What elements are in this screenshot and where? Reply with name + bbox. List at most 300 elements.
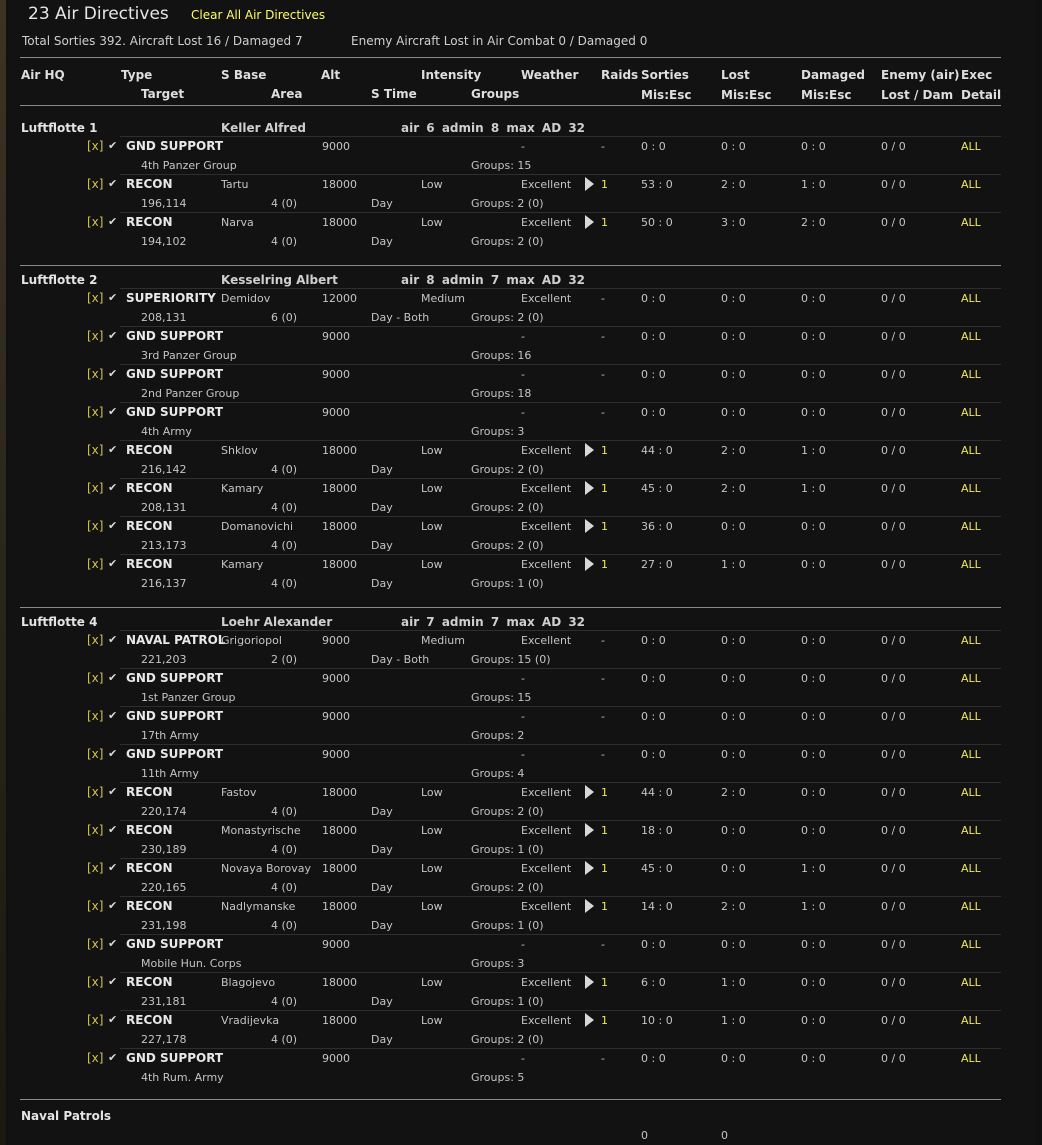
weather: - (521, 1052, 525, 1065)
raids-count: - (601, 710, 605, 723)
source-base[interactable]: Grigoriopol (221, 634, 282, 647)
source-base[interactable]: Kamary (221, 482, 264, 495)
lost-mis-esc: 0 : 0 (721, 634, 746, 647)
area: 4 (0) (271, 843, 298, 856)
raid-play-icon[interactable] (585, 975, 594, 992)
check-icon[interactable]: ✔ (108, 709, 118, 722)
mission-type[interactable]: SUPERIORITY (126, 291, 216, 305)
target[interactable]: 216,137 (141, 577, 187, 590)
check-icon[interactable]: ✔ (108, 367, 118, 380)
remove-directive-button[interactable]: [x] (87, 633, 104, 647)
target[interactable]: 4th Rum. Army (141, 1071, 224, 1084)
lost-mis-esc: 0 : 0 (721, 140, 746, 153)
exec-detail-link[interactable]: ALL (961, 938, 981, 951)
target[interactable]: 220,165 (141, 881, 187, 894)
exec-detail-link[interactable]: ALL (961, 710, 981, 723)
enemy-lost-dam: 0 / 0 (881, 520, 906, 533)
remove-directive-button[interactable]: [x] (87, 177, 104, 191)
lost-mis-esc: 2 : 0 (721, 900, 746, 913)
check-icon[interactable]: ✔ (108, 937, 118, 950)
area: 2 (0) (271, 653, 298, 666)
mission-type[interactable]: RECON (126, 861, 173, 875)
enemy-lost-dam: 0 / 0 (881, 482, 906, 495)
s-time: Day (371, 881, 393, 894)
mission-type[interactable]: RECON (126, 215, 173, 229)
raids-count: - (601, 938, 605, 951)
remove-directive-button[interactable]: [x] (87, 899, 104, 913)
target[interactable]: 3rd Panzer Group (141, 349, 237, 362)
altitude: 9000 (322, 748, 350, 761)
lost-mis-esc: 2 : 0 (721, 444, 746, 457)
raids-count: 1 (601, 1014, 608, 1027)
remove-directive-button[interactable]: [x] (87, 519, 104, 533)
row-separator (120, 364, 1001, 365)
totals-text: Total Sorties 392. Aircraft Lost 16 / Damaged 7 (22, 34, 303, 48)
check-icon[interactable]: ✔ (108, 633, 118, 646)
source-base[interactable]: Fastov (221, 786, 257, 799)
exec-detail-link[interactable]: ALL (961, 330, 981, 343)
check-icon[interactable]: ✔ (108, 291, 118, 304)
area: 4 (0) (271, 881, 298, 894)
check-icon[interactable]: ✔ (108, 329, 118, 342)
raid-play-icon[interactable] (585, 443, 594, 460)
source-base[interactable]: Nadlymanske (221, 900, 296, 913)
source-base[interactable]: Domanovichi (221, 520, 293, 533)
remove-directive-button[interactable]: [x] (87, 139, 104, 153)
altitude: 9000 (322, 1052, 350, 1065)
exec-detail-link[interactable]: ALL (961, 520, 981, 533)
mission-type[interactable]: GND SUPPORT (126, 1051, 224, 1065)
divider (20, 105, 1001, 106)
row-separator (120, 136, 1001, 137)
source-base[interactable]: Novaya Borovay (221, 862, 312, 875)
row-separator (120, 1048, 1001, 1049)
raids-count: - (601, 1052, 605, 1065)
altitude: 18000 (322, 444, 357, 457)
intensity: Low (421, 444, 443, 457)
mission-type[interactable]: GND SUPPORT (126, 139, 224, 153)
sorties-mis-esc: 0 : 0 (641, 368, 666, 381)
target[interactable]: 17th Army (141, 729, 199, 742)
source-base[interactable]: Demidov (221, 292, 271, 305)
col-air-hq: Air HQ (21, 68, 65, 82)
altitude: 18000 (322, 558, 357, 571)
lost-mis-esc: 0 : 0 (721, 710, 746, 723)
raid-play-icon[interactable] (585, 899, 594, 916)
target[interactable]: 221,203 (141, 653, 187, 666)
target[interactable]: 1st Panzer Group (141, 691, 236, 704)
mission-type[interactable]: GND SUPPORT (126, 367, 224, 381)
target[interactable]: 216,142 (141, 463, 187, 476)
damaged-mis-esc: 2 : 0 (801, 216, 826, 229)
damaged-mis-esc: 0 : 0 (801, 634, 826, 647)
groups: Groups: 1 (0) (471, 919, 544, 932)
weather: Excellent (521, 558, 572, 571)
air-hq-name[interactable]: Luftflotte 2 (21, 273, 98, 287)
remove-directive-button[interactable]: [x] (87, 709, 104, 723)
remove-directive-button[interactable]: [x] (87, 785, 104, 799)
mission-type[interactable]: RECON (126, 1013, 173, 1027)
mission-type[interactable]: RECON (126, 557, 173, 571)
target[interactable]: 4th Panzer Group (141, 159, 237, 172)
lost-mis-esc: 1 : 0 (721, 976, 746, 989)
lost-mis-esc: 3 : 0 (721, 216, 746, 229)
damaged-mis-esc: 0 : 0 (801, 976, 826, 989)
weather: - (521, 672, 525, 685)
target[interactable]: 4th Army (141, 425, 192, 438)
exec-detail-link[interactable]: ALL (961, 862, 981, 875)
mission-type[interactable]: RECON (126, 975, 173, 989)
raids-count: - (601, 672, 605, 685)
sorties-mis-esc: 50 : 0 (641, 216, 673, 229)
exec-detail-link[interactable]: ALL (961, 824, 981, 837)
raid-play-icon[interactable] (585, 861, 594, 878)
remove-directive-button[interactable]: [x] (87, 823, 104, 837)
hq-commander: Keller Alfred (221, 121, 306, 135)
row-separator (120, 212, 1001, 213)
weather: Excellent (521, 482, 572, 495)
raid-play-icon[interactable] (585, 557, 594, 574)
exec-detail-link[interactable]: ALL (961, 558, 981, 571)
altitude: 9000 (322, 938, 350, 951)
check-icon[interactable]: ✔ (108, 785, 118, 798)
exec-detail-link[interactable]: ALL (961, 1052, 981, 1065)
check-icon[interactable]: ✔ (108, 1013, 118, 1026)
area: 4 (0) (271, 805, 298, 818)
damaged-mis-esc: 0 : 0 (801, 824, 826, 837)
mission-type[interactable]: RECON (126, 899, 173, 913)
lost-mis-esc: 1 : 0 (721, 558, 746, 571)
check-icon[interactable]: ✔ (108, 557, 118, 570)
remove-directive-button[interactable]: [x] (87, 215, 104, 229)
raids-count: 1 (601, 900, 608, 913)
check-icon[interactable]: ✔ (108, 443, 118, 456)
area: 4 (0) (271, 197, 298, 210)
intensity: Low (421, 482, 443, 495)
enemy-lost-dam: 0 / 0 (881, 786, 906, 799)
check-icon[interactable]: ✔ (108, 671, 118, 684)
mission-type[interactable]: RECON (126, 443, 173, 457)
air-hq-name[interactable]: Luftflotte 1 (21, 121, 98, 135)
target[interactable]: 227,178 (141, 1033, 187, 1046)
col-target: Target (141, 87, 185, 101)
target[interactable]: 208,131 (141, 311, 187, 324)
sorties-mis-esc: 44 : 0 (641, 444, 673, 457)
sorties-mis-esc: 53 : 0 (641, 178, 673, 191)
naval-sorties: 0 (641, 1129, 648, 1142)
weather: - (521, 710, 525, 723)
s-time: Day (371, 235, 393, 248)
groups: Groups: 2 (0) (471, 501, 544, 514)
sorties-mis-esc: 6 : 0 (641, 976, 666, 989)
source-base[interactable]: Monastyrische (221, 824, 301, 837)
damaged-mis-esc: 1 : 0 (801, 900, 826, 913)
raids-count: 1 (601, 482, 608, 495)
raids-count: - (601, 368, 605, 381)
weather: Excellent (521, 786, 572, 799)
groups: Groups: 2 (0) (471, 463, 544, 476)
raid-play-icon[interactable] (585, 823, 594, 840)
sorties-mis-esc: 0 : 0 (641, 748, 666, 761)
altitude: 18000 (322, 786, 357, 799)
raid-play-icon[interactable] (585, 481, 594, 498)
damaged-mis-esc: 0 : 0 (801, 938, 826, 951)
raid-play-icon[interactable] (585, 215, 594, 232)
air-hq-name[interactable]: Luftflotte 4 (21, 615, 98, 629)
raid-play-icon[interactable] (585, 785, 594, 802)
col-weather: Weather (521, 68, 579, 82)
enemy-lost-dam: 0 / 0 (881, 1052, 906, 1065)
damaged-mis-esc: 1 : 0 (801, 862, 826, 875)
exec-detail-link[interactable]: ALL (961, 900, 981, 913)
weather: Excellent (521, 444, 572, 457)
lost-mis-esc: 0 : 0 (721, 748, 746, 761)
exec-detail-link[interactable]: ALL (961, 292, 981, 305)
mission-type[interactable]: RECON (126, 177, 173, 191)
altitude: 18000 (322, 1014, 357, 1027)
exec-detail-link[interactable]: ALL (961, 1014, 981, 1027)
groups: Groups: 1 (0) (471, 995, 544, 1008)
col-damaged-sub: Mis:Esc (801, 88, 852, 102)
altitude: 9000 (322, 368, 350, 381)
divider (20, 1099, 1001, 1100)
remove-directive-button[interactable]: [x] (87, 291, 104, 305)
mission-type[interactable]: GND SUPPORT (126, 671, 224, 685)
raids-count: - (601, 330, 605, 343)
lost-mis-esc: 0 : 0 (721, 406, 746, 419)
check-icon[interactable]: ✔ (108, 823, 118, 836)
remove-directive-button[interactable]: [x] (87, 747, 104, 761)
target[interactable]: 194,102 (141, 235, 187, 248)
naval-lost: 0 (721, 1129, 728, 1142)
source-base[interactable]: Vradijevka (221, 1014, 280, 1027)
mission-type[interactable]: GND SUPPORT (126, 937, 224, 951)
area: 4 (0) (271, 995, 298, 1008)
exec-detail-link[interactable]: ALL (961, 482, 981, 495)
check-icon[interactable]: ✔ (108, 1051, 118, 1064)
exec-detail-link[interactable]: ALL (961, 140, 981, 153)
raid-play-icon[interactable] (585, 1013, 594, 1030)
check-icon[interactable]: ✔ (108, 899, 118, 912)
hq-commander: Kesselring Albert (221, 273, 338, 287)
mission-type[interactable]: GND SUPPORT (126, 405, 224, 419)
col-lost-sub: Mis:Esc (721, 88, 772, 102)
s-time: Day (371, 501, 393, 514)
mission-type[interactable]: RECON (126, 785, 173, 799)
target[interactable]: 196,114 (141, 197, 187, 210)
remove-directive-button[interactable]: [x] (87, 367, 104, 381)
mission-type[interactable]: RECON (126, 481, 173, 495)
mission-type[interactable]: RECON (126, 823, 173, 837)
col-groups: Groups (471, 87, 520, 101)
source-base[interactable]: Narva (221, 216, 254, 229)
raids-count: - (601, 634, 605, 647)
exec-detail-link[interactable]: ALL (961, 634, 981, 647)
altitude: 9000 (322, 634, 350, 647)
mission-type[interactable]: RECON (126, 519, 173, 533)
target[interactable]: 208,131 (141, 501, 187, 514)
damaged-mis-esc: 0 : 0 (801, 748, 826, 761)
remove-directive-button[interactable]: [x] (87, 329, 104, 343)
col-sorties: Sorties (641, 68, 689, 82)
damaged-mis-esc: 1 : 0 (801, 178, 826, 191)
check-icon[interactable]: ✔ (108, 139, 118, 152)
target[interactable]: 231,198 (141, 919, 187, 932)
check-icon[interactable]: ✔ (108, 975, 118, 988)
altitude: 18000 (322, 824, 357, 837)
check-icon[interactable]: ✔ (108, 519, 118, 532)
target[interactable]: 11th Army (141, 767, 199, 780)
enemy-lost-dam: 0 / 0 (881, 178, 906, 191)
altitude: 9000 (322, 406, 350, 419)
row-separator (120, 326, 1001, 327)
hq-divider (20, 265, 1001, 266)
raids-count: - (601, 748, 605, 761)
intensity: Low (421, 824, 443, 837)
exec-detail-link[interactable]: ALL (961, 786, 981, 799)
s-time: Day - Both (371, 653, 430, 666)
damaged-mis-esc: 0 : 0 (801, 710, 826, 723)
target[interactable]: 231,181 (141, 995, 187, 1008)
mission-type[interactable]: GND SUPPORT (126, 747, 224, 761)
clear-all-button[interactable]: Clear All Air Directives (191, 8, 326, 22)
sorties-mis-esc: 0 : 0 (641, 672, 666, 685)
lost-mis-esc: 0 : 0 (721, 330, 746, 343)
target[interactable]: 220,174 (141, 805, 187, 818)
enemy-lost-dam: 0 / 0 (881, 216, 906, 229)
enemy-lost-dam: 0 / 0 (881, 292, 906, 305)
intensity: Low (421, 216, 443, 229)
raids-count: 1 (601, 976, 608, 989)
source-base[interactable]: Tartu (221, 178, 249, 191)
remove-directive-button[interactable]: [x] (87, 1051, 104, 1065)
weather: Excellent (521, 634, 572, 647)
sorties-mis-esc: 0 : 0 (641, 292, 666, 305)
sorties-mis-esc: 18 : 0 (641, 824, 673, 837)
intensity: Medium (421, 634, 465, 647)
row-separator (120, 288, 1001, 289)
raid-play-icon[interactable] (585, 177, 594, 194)
hq-stats: air 6 admin 8 max AD 32 (401, 121, 586, 135)
weather: Excellent (521, 292, 572, 305)
altitude: 12000 (322, 292, 357, 305)
enemy-lost-dam: 0 / 0 (881, 330, 906, 343)
groups: Groups: 2 (0) (471, 881, 544, 894)
check-icon[interactable]: ✔ (108, 177, 118, 190)
exec-detail-link[interactable]: ALL (961, 444, 981, 457)
exec-detail-link[interactable]: ALL (961, 406, 981, 419)
col-exec: Exec (961, 68, 993, 82)
raids-count: 1 (601, 520, 608, 533)
row-separator (120, 820, 1001, 821)
source-base[interactable]: Kamary (221, 558, 264, 571)
exec-detail-link[interactable]: ALL (961, 216, 981, 229)
raids-count: - (601, 406, 605, 419)
check-icon[interactable]: ✔ (108, 861, 118, 874)
exec-detail-link[interactable]: ALL (961, 368, 981, 381)
damaged-mis-esc: 0 : 0 (801, 292, 826, 305)
col-damaged: Damaged (801, 68, 865, 82)
check-icon[interactable]: ✔ (108, 405, 118, 418)
row-separator (120, 858, 1001, 859)
remove-directive-button[interactable]: [x] (87, 937, 104, 951)
remove-directive-button[interactable]: [x] (87, 671, 104, 685)
sorties-mis-esc: 0 : 0 (641, 1052, 666, 1065)
sorties-mis-esc: 44 : 0 (641, 786, 673, 799)
row-separator (120, 630, 1001, 631)
source-base[interactable]: Blagojevo (221, 976, 276, 989)
lost-mis-esc: 1 : 0 (721, 1014, 746, 1027)
source-base[interactable]: Shklov (221, 444, 258, 457)
row-separator (120, 668, 1001, 669)
hq-divider (20, 607, 1001, 608)
raids-count: 1 (601, 824, 608, 837)
col-s-base: S Base (221, 68, 267, 82)
target[interactable]: 230,189 (141, 843, 187, 856)
remove-directive-button[interactable]: [x] (87, 1013, 104, 1027)
damaged-mis-esc: 1 : 0 (801, 444, 826, 457)
enemy-lost-dam: 0 / 0 (881, 976, 906, 989)
mission-type[interactable]: NAVAL PATROL (126, 633, 226, 647)
exec-detail-link[interactable]: ALL (961, 178, 981, 191)
damaged-mis-esc: 0 : 0 (801, 672, 826, 685)
remove-directive-button[interactable]: [x] (87, 481, 104, 495)
damaged-mis-esc: 0 : 0 (801, 1052, 826, 1065)
raids-count: 1 (601, 216, 608, 229)
check-icon[interactable]: ✔ (108, 215, 118, 228)
col-enemy-sub: Lost / Dam (881, 88, 954, 102)
col-raids: Raids (601, 68, 639, 82)
groups: Groups: 2 (0) (471, 311, 544, 324)
damaged-mis-esc: 0 : 0 (801, 558, 826, 571)
check-icon[interactable]: ✔ (108, 481, 118, 494)
mission-type[interactable]: GND SUPPORT (126, 329, 224, 343)
remove-directive-button[interactable]: [x] (87, 861, 104, 875)
page-title: 23 Air Directives (28, 4, 169, 24)
altitude: 9000 (322, 140, 350, 153)
groups: Groups: 2 (0) (471, 235, 544, 248)
remove-directive-button[interactable]: [x] (87, 557, 104, 571)
col-type: Type (121, 68, 153, 82)
target[interactable]: Mobile Hun. Corps (141, 957, 242, 970)
weather: - (521, 406, 525, 419)
altitude: 18000 (322, 862, 357, 875)
groups: Groups: 5 (471, 1071, 525, 1084)
remove-directive-button[interactable]: [x] (87, 405, 104, 419)
weather: Excellent (521, 900, 572, 913)
enemy-lost-dam: 0 / 0 (881, 900, 906, 913)
area: 4 (0) (271, 463, 298, 476)
area: 4 (0) (271, 1033, 298, 1046)
check-icon[interactable]: ✔ (108, 747, 118, 760)
exec-detail-link[interactable]: ALL (961, 672, 981, 685)
target[interactable]: 213,173 (141, 539, 187, 552)
remove-directive-button[interactable]: [x] (87, 443, 104, 457)
raids-count: - (601, 140, 605, 153)
exec-detail-link[interactable]: ALL (961, 748, 981, 761)
lost-mis-esc: 0 : 0 (721, 292, 746, 305)
lost-mis-esc: 0 : 0 (721, 368, 746, 381)
lost-mis-esc: 0 : 0 (721, 1052, 746, 1065)
intensity: Low (421, 862, 443, 875)
mission-type[interactable]: GND SUPPORT (126, 709, 224, 723)
target[interactable]: 2nd Panzer Group (141, 387, 240, 400)
exec-detail-link[interactable]: ALL (961, 976, 981, 989)
area: 4 (0) (271, 539, 298, 552)
raid-play-icon[interactable] (585, 519, 594, 536)
remove-directive-button[interactable]: [x] (87, 975, 104, 989)
altitude: 18000 (322, 976, 357, 989)
